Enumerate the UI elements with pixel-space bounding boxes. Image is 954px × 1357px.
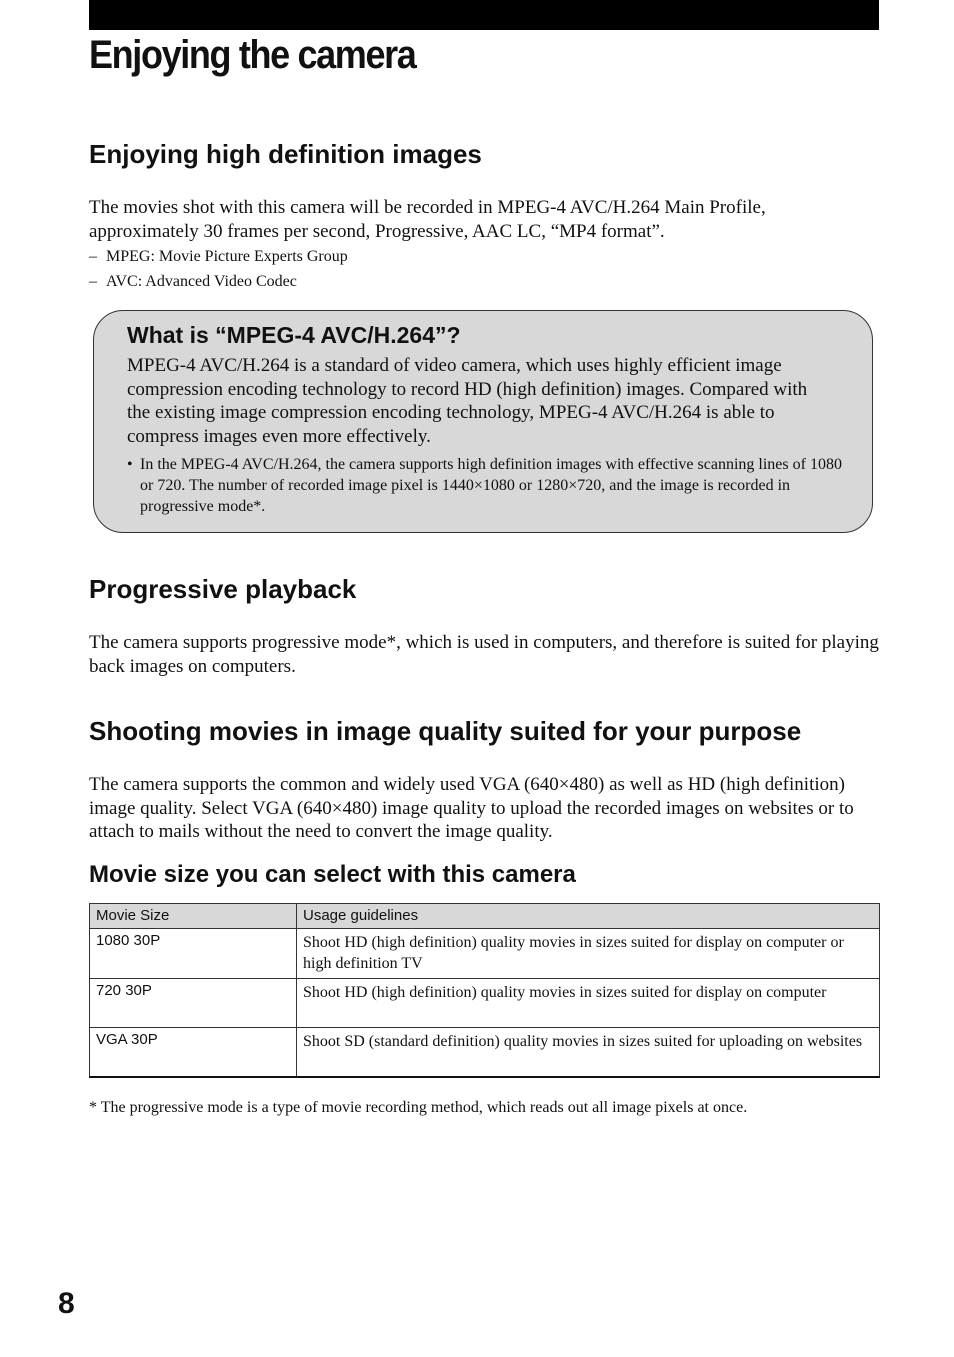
movie-size-table	[89, 903, 880, 1078]
table-row	[90, 929, 880, 979]
table-cell-size: 720 30P	[90, 979, 297, 1028]
hd-body-text: The movies shot with this camera will be recorded in MPEG-4 AVC/H.264 Main Profile, approximately 30 frames per second, Progressive, AAC LC, “MP4 format”.	[89, 197, 766, 242]
info-box-bullet	[127, 454, 847, 517]
table-row	[90, 1028, 880, 1077]
bullet-icon: •	[127, 456, 133, 473]
footnote: * The progressive mode is a type of movie recording method, which reads out all image pixels at once.	[89, 1099, 748, 1116]
note-text: AVC: Advanced Video Codec	[106, 273, 297, 290]
note-mpeg	[89, 247, 348, 267]
page-number: 8	[58, 1287, 75, 1320]
section-heading-progressive: Progressive playback	[89, 574, 357, 604]
movie-size-subheading: Movie size you can select with this camera	[89, 861, 576, 888]
quality-body-text: The camera supports the common and widely used VGA (640×480) as well as HD (high definition) image quality. Select VGA (640×480) image quality to upload the recorded images on websites or to attach to mails without the need to convert the image quality.	[89, 774, 854, 842]
note-text: MPEG: Movie Picture Experts Group	[106, 248, 348, 265]
section-heading-quality: Shooting movies in image quality suited for your purpose	[89, 716, 802, 746]
table-header-row	[90, 904, 880, 929]
table-header-movie-size: Movie Size	[90, 904, 297, 929]
table-cell-usage: Shoot SD (standard definition) quality movies in sizes suited for uploading on websites	[297, 1028, 880, 1077]
table-header-usage: Usage guidelines	[297, 904, 880, 929]
table-cell-size: VGA 30P	[90, 1028, 297, 1077]
note-avc	[89, 272, 297, 292]
info-box-bullet-text: In the MPEG-4 AVC/H.264, the camera supports high definition images with effective scanning lines of 1080 or 720. The number of recorded image pixel is 1440×1080 or 1280×720, and the image is recorded in progressive mode*.	[140, 456, 842, 515]
progressive-body-text: The camera supports progressive mode*, which is used in computers, and therefore is suited for playing back images on computers.	[89, 632, 879, 677]
table-cell-usage: Shoot HD (high definition) quality movies in sizes suited for display on computer	[297, 979, 880, 1028]
table-cell-size: 1080 30P	[90, 929, 297, 979]
table-cell-usage: Shoot HD (high definition) quality movies in sizes suited for display on computer or high definition TV	[297, 929, 880, 979]
mpeg4-info-box	[93, 310, 873, 533]
info-box-title: What is “MPEG-4 AVC/H.264”?	[127, 322, 461, 348]
note-dash: –	[89, 273, 97, 290]
section-heading-hd: Enjoying high definition images	[89, 139, 482, 169]
header-bar	[89, 0, 879, 30]
page-title: Enjoying the camera	[89, 33, 416, 77]
table-row	[90, 979, 880, 1028]
note-dash: –	[89, 248, 97, 265]
info-box-body: MPEG-4 AVC/H.264 is a standard of video camera, which uses highly efficient image compression encoding technology to record HD (high definition) images. Compared with the existing image compression encoding technology, MPEG-4 AVC/H.264 is able to compress images even more effectively.	[127, 355, 808, 447]
